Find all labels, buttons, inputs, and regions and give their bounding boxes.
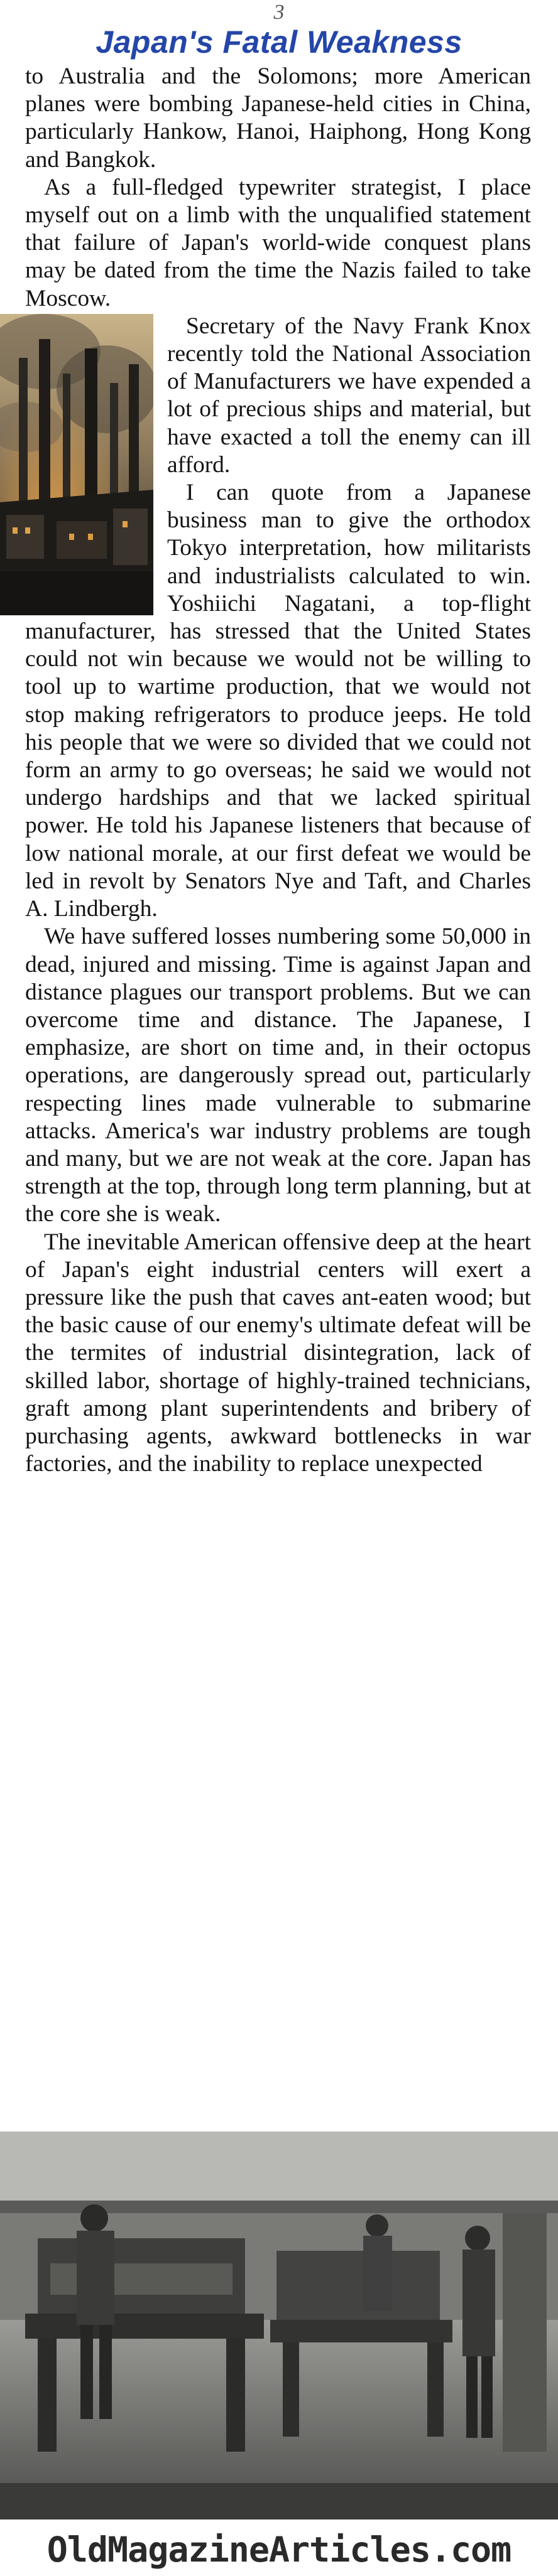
page-number: 3 bbox=[273, 1, 285, 24]
paragraph-2: As a full-fledged typewriter strategist, I place myself out on a limb with the unqualified statement that failure of Japan's world-wide conquest plans may be dated from the time the Nazis failed to take Moscow. bbox=[25, 174, 531, 311]
paragraph-5: We have suffered losses numbering some 50,000 in dead, injured and missing. Time is against Japan and distance plagues our transport problems. But we can overcome time and distance. The Japanese, I emphasize, are short on time and, in their octopus operations, are dangerously spread out, particularly respecting lines made vulnerable to submarine attacks. America's war industry problems are tough and many, but we are not weak at the core. Japan has strength at the top, through long term planning, but at the core she is weak. bbox=[25, 924, 531, 1227]
watermark-footer: OldMagazineArticles.com bbox=[46, 2530, 512, 2570]
paragraph-6: The inevitable American offensive deep at the heart of Japan's eight industrial centers will exert a pressure like the push that caves ant-eaten wood; but the basic cause of our enemy's ultimate defeat will be the termites of industrial disintegration, lack of skilled labor, shortage of highly-trained technicians, graft among plant superintendents and bribery of purchasing agents, awkward bottlenecks in war factories, and the inability to replace unexpected bbox=[25, 1229, 532, 1477]
smokestacks-image bbox=[0, 314, 153, 615]
article-body bbox=[25, 63, 531, 1478]
paragraph-3-lead: Secretary of the Navy Frank Knox recently told the National Association of Manufacturers we have expended a lot of precious ships and material, but have exacted a toll the enemy can ill afford. bbox=[25, 313, 531, 479]
factory-workers-photo bbox=[0, 2131, 558, 2519]
paragraph-4: I can quote from a Japanese business man to give the orthodox Tokyo interpretation, how militarists and industrialists calculated to win. Yoshiichi Nagatani, a top-flight manufacturer, has stressed that the United States could not win because we would not be willing to tool up to wartime production, that we would not stop making refrigerators to produce jeeps. He told his people that we were so divided that we could not form an army to go overseas; he said we would not undergo hardships and that we lacked spiritual power. He told his Japanese listeners that because of low national morale, at our first defeat we would be led in revolt by Senators Nye and Taft, and Charles A. Lindbergh. bbox=[25, 480, 531, 922]
paragraph-1: to Australia and the Solomons; more American planes were bombing Japanese-held cities in China, particularly Hankow, Hanoi, Haiphong, Hong Kong and Bangkok. bbox=[25, 63, 531, 173]
article-title: Japan's Fatal Weakness bbox=[96, 24, 462, 60]
